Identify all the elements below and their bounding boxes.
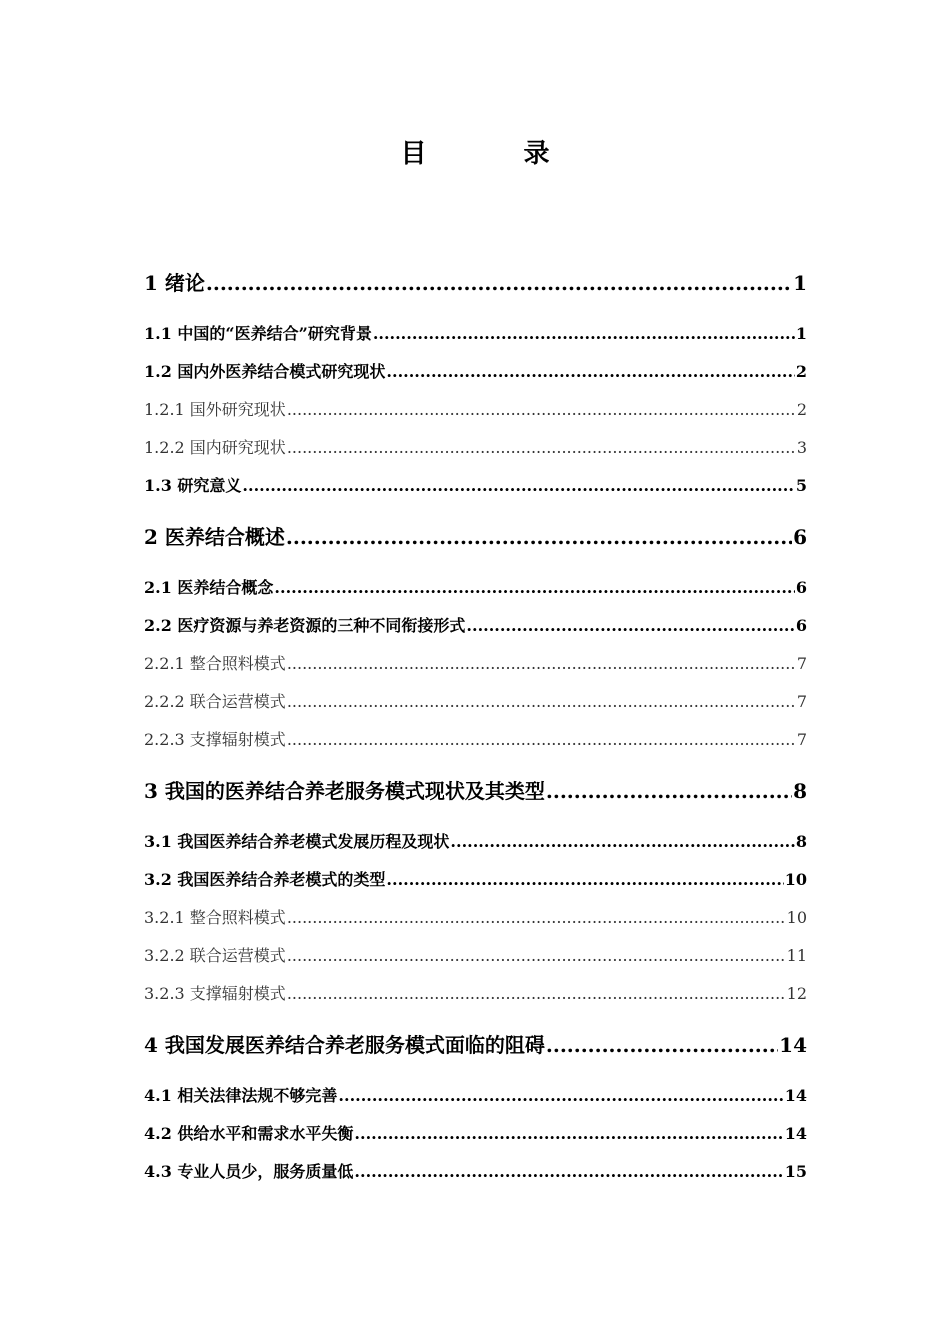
toc-entry-page-number: 6 [795,616,807,635]
dot-leader [287,399,796,421]
toc-entry-label: 4.2 供给水平和需求水平失衡 [144,1124,354,1143]
dot-leader [206,270,792,296]
toc-entry-label: 1 绪论 [144,271,205,295]
toc-entry-page-number: 1 [793,271,807,295]
toc-entry-page-number: 14 [779,1033,807,1057]
toc-entry-label: 3.1 我国医养结合养老模式发展历程及现状 [144,832,450,851]
toc-entry[interactable] [144,983,807,1005]
toc-entry-page-number: 14 [784,1124,807,1143]
dot-leader [287,983,786,1005]
dot-leader [373,323,795,345]
toc-entry[interactable] [144,399,807,421]
toc-entry-label: 2.1 医养结合概念 [144,578,274,597]
toc-entry-label: 3.2.2 联合运营模式 [144,946,286,965]
toc-entry-page-number: 7 [796,730,807,749]
toc-entry[interactable] [144,615,807,637]
toc-entry[interactable] [144,869,807,891]
dot-leader [466,615,794,637]
toc-entry[interactable] [144,831,807,853]
page-title: 目 录 [400,139,594,169]
toc-entry-label: 2.2.3 支撑辐射模式 [144,730,286,749]
toc-entry-page-number: 1 [795,324,807,343]
dot-leader [546,1032,778,1058]
dot-leader [386,869,783,891]
dot-leader [354,1123,783,1145]
dot-leader [386,361,794,383]
toc-entry-label: 1.3 研究意义 [144,476,242,495]
toc-entry-page-number: 14 [784,1086,807,1105]
dot-leader [450,831,794,853]
dot-leader [286,524,792,550]
toc-entry-page-number: 8 [793,779,807,803]
toc-entry[interactable] [144,1161,807,1183]
dot-leader [287,945,786,967]
toc-entry-page-number: 10 [786,908,807,927]
toc-entry-label: 2 医养结合概述 [144,525,285,549]
toc-entry-label: 4 我国发展医养结合养老服务模式面临的阻碍 [144,1033,545,1057]
toc-entry[interactable] [144,653,807,675]
toc-entry-label: 1.1 中国的“医养结合”研究背景 [144,324,372,343]
dot-leader [354,1161,783,1183]
toc-entry-label: 3.2.1 整合照料模式 [144,908,286,927]
toc-entry-page-number: 5 [795,476,807,495]
toc-entry-label: 3 我国的医养结合养老服务模式现状及其类型 [144,779,545,803]
toc-entry-page-number: 6 [795,578,807,597]
toc-entry[interactable] [144,907,807,929]
dot-leader [274,577,794,599]
toc-entry[interactable] [144,1123,807,1145]
dot-leader [287,729,796,751]
toc-entry-page-number: 7 [796,654,807,673]
toc-entry[interactable] [144,577,807,599]
toc-entry-label: 2.2 医疗资源与养老资源的三种不同衔接形式 [144,616,466,635]
toc-entry[interactable] [144,778,807,804]
toc-entry[interactable] [144,1085,807,1107]
toc-entry-label: 1.2.1 国外研究现状 [144,400,286,419]
toc-entry-page-number: 8 [795,832,807,851]
toc-entry-label: 4.3 专业人员少，服务质量低 [144,1162,354,1181]
toc-entry-label: 1.2.2 国内研究现状 [144,438,286,457]
toc-entry-page-number: 12 [786,984,807,1003]
toc-entry[interactable] [144,475,807,497]
toc-entry-page-number: 6 [793,525,807,549]
toc-entry[interactable] [144,323,807,345]
toc-entry[interactable] [144,691,807,713]
toc-entry-page-number: 11 [786,946,807,965]
toc-entry-label: 1.2 国内外医养结合模式研究现状 [144,362,386,381]
dot-leader [242,475,794,497]
toc-entry[interactable] [144,437,807,459]
toc-entry-label: 3.2 我国医养结合养老模式的类型 [144,870,386,889]
toc-entry-label: 3.2.3 支撑辐射模式 [144,984,286,1003]
dot-leader [287,907,786,929]
toc-entry[interactable] [144,729,807,751]
toc-entry[interactable] [144,1032,807,1058]
dot-leader [338,1085,783,1107]
dot-leader [546,778,792,804]
dot-leader [287,691,796,713]
toc-entry-label: 2.2.1 整合照料模式 [144,654,286,673]
toc-entry-label: 4.1 相关法律法规不够完善 [144,1086,338,1105]
toc-entry[interactable] [144,524,807,550]
toc-entry-page-number: 10 [784,870,807,889]
dot-leader [287,437,796,459]
toc-entry-page-number: 2 [796,400,807,419]
toc-entry[interactable] [144,270,807,296]
toc-entry[interactable] [144,361,807,383]
toc-entry-page-number: 15 [784,1162,807,1181]
toc-entry-page-number: 7 [796,692,807,711]
dot-leader [287,653,796,675]
toc-entry-label: 2.2.2 联合运营模式 [144,692,286,711]
toc-entry-page-number: 2 [795,362,807,381]
toc-entry-page-number: 3 [796,438,807,457]
toc-entry[interactable] [144,945,807,967]
